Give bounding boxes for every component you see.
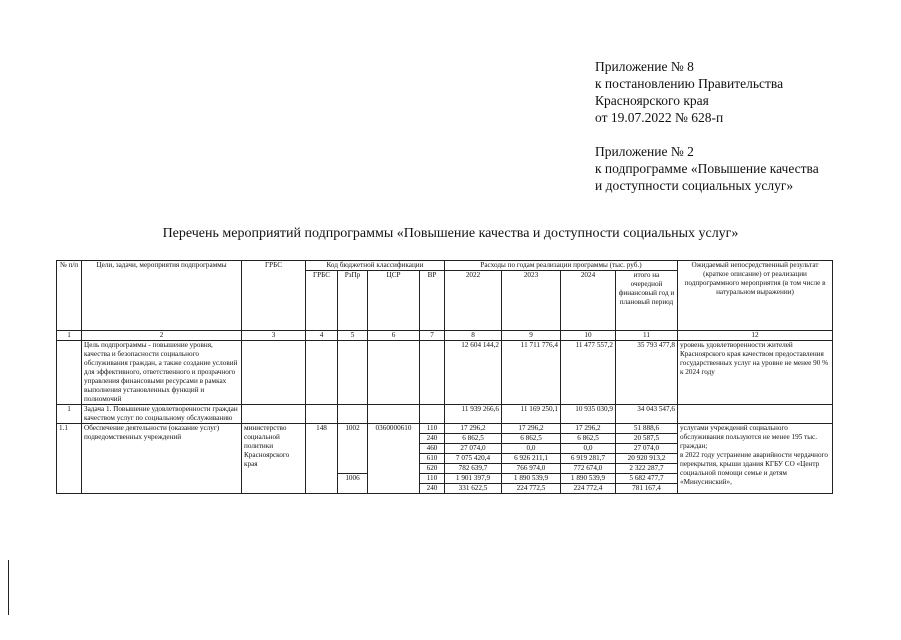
colnum: 1 xyxy=(57,331,82,341)
header-goals: Цели, задачи, мероприятия подпрограммы xyxy=(82,261,242,331)
goal-2022: 12 604 144,2 xyxy=(445,341,502,405)
value-cell: 6 919 281,7 xyxy=(561,454,616,464)
colnum: 7 xyxy=(420,331,445,341)
activity-code-grbs: 148 xyxy=(306,424,338,494)
colnum: 3 xyxy=(242,331,306,341)
header-expenses: Расходы по годам реализации программы (тыс. руб.) xyxy=(445,261,678,271)
vr-cell: 460 xyxy=(420,444,445,454)
header-2022: 2022 xyxy=(445,271,502,331)
vr-cell: 620 xyxy=(420,464,445,474)
header-code: Код бюджетной классификации xyxy=(306,261,445,271)
value-cell: 6 862,5 xyxy=(445,434,502,444)
header-2023: 2023 xyxy=(502,271,561,331)
header-grbs: ГРБС xyxy=(242,261,306,331)
colnum: 2 xyxy=(82,331,242,341)
activity-result: услугами учреждений социального обслуживания пользуются не менее 195 тыс. граждан; в 2022 году устранение аварийности чердачного перекрытия, крыши здания КГБУ СО «Центр социальной помощи семье и детям «Минусинский», xyxy=(678,424,833,494)
value-cell: 766 974,0 xyxy=(502,464,561,474)
value-cell: 1 901 397,9 xyxy=(445,474,502,484)
header-code-grbs: ГРБС xyxy=(306,271,338,331)
goal-2023: 11 711 776,4 xyxy=(502,341,561,405)
colnum: 8 xyxy=(445,331,502,341)
header-vr: ВР xyxy=(420,271,445,331)
header-line: Приложение № 2 xyxy=(595,144,694,159)
value-cell: 781 167,4 xyxy=(616,484,678,494)
header-line: от 19.07.2022 № 628-п xyxy=(595,110,724,125)
value-cell: 6 862,5 xyxy=(502,434,561,444)
value-cell: 782 639,7 xyxy=(445,464,502,474)
colnum: 6 xyxy=(368,331,420,341)
value-cell: 772 674,0 xyxy=(561,464,616,474)
task-num: 1 xyxy=(57,405,82,424)
value-cell: 27 074,0 xyxy=(445,444,502,454)
activity-row xyxy=(57,424,833,434)
activities-table-wrap xyxy=(56,260,833,494)
colnum: 12 xyxy=(678,331,833,341)
activity-text: Обеспечение деятельности (оказание услуг) подведомственных учреждений xyxy=(82,424,242,494)
vr-cell: 610 xyxy=(420,454,445,464)
task-2024: 10 935 030,9 xyxy=(561,405,616,424)
goal-2024: 11 477 557,2 xyxy=(561,341,616,405)
value-cell: 20 920 913,2 xyxy=(616,454,678,464)
activity-rzpr-b: 1006 xyxy=(338,474,368,494)
header-line: Красноярского края xyxy=(595,93,709,108)
value-cell: 17 296,2 xyxy=(445,424,502,434)
header-line: и доступности социальных услуг» xyxy=(595,178,794,193)
value-cell: 331 622,5 xyxy=(445,484,502,494)
value-cell: 2 322 287,7 xyxy=(616,464,678,474)
value-cell: 7 075 420,4 xyxy=(445,454,502,464)
colnum: 10 xyxy=(561,331,616,341)
task-2022: 11 939 266,6 xyxy=(445,405,502,424)
header-csr: ЦСР xyxy=(368,271,420,331)
goal-result: уровень удовлетворенности жителей Красноярского края качеством предоставления государственных услуг на уровне не менее 90 % к 2024 году xyxy=(678,341,833,405)
activity-num: 1.1 xyxy=(57,424,82,494)
goal-text: Цель подпрограммы - повышение уровня, качества и безопасности социального обслуживания граждан, а также создание условий для эффективного, ответственного и прозрачного управления финансовыми ресурсами в рамках выполнения установленных функций и полномочий xyxy=(82,341,242,405)
task-total: 34 043 547,6 xyxy=(616,405,678,424)
activities-table xyxy=(56,260,833,494)
colnum: 4 xyxy=(306,331,338,341)
value-cell: 5 682 477,7 xyxy=(616,474,678,484)
document-header xyxy=(595,58,819,194)
vr-cell: 240 xyxy=(420,434,445,444)
value-cell: 17 296,2 xyxy=(502,424,561,434)
header-total: итого на очередной финансовый год и плановый период xyxy=(616,271,678,331)
goal-total: 35 793 477,8 xyxy=(616,341,678,405)
header-line: Приложение № 8 xyxy=(595,59,694,74)
vr-cell: 110 xyxy=(420,474,445,484)
value-cell: 27 074,0 xyxy=(616,444,678,454)
header-result: Ожидаемый непосредственный результат (краткое описание) от реализации подпрограммного мероприятия (в том числе в натуральном выражении) xyxy=(678,261,833,331)
value-cell: 1 890 539,9 xyxy=(502,474,561,484)
document-title: Перечень мероприятий подпрограммы «Повышение качества и доступности социальных услуг» xyxy=(162,226,739,241)
value-cell: 20 587,5 xyxy=(616,434,678,444)
value-cell: 1 890 539,9 xyxy=(561,474,616,484)
scan-margin-line xyxy=(8,560,9,615)
header-2024: 2024 xyxy=(561,271,616,331)
value-cell: 224 772,4 xyxy=(561,484,616,494)
header-num: № п/п xyxy=(57,261,82,331)
value-cell: 6 862,5 xyxy=(561,434,616,444)
value-cell: 224 772,5 xyxy=(502,484,561,494)
value-cell: 0,0 xyxy=(561,444,616,454)
value-cell: 17 296,2 xyxy=(561,424,616,434)
activity-grbs: министерство социальной политики Красноярского края xyxy=(242,424,306,494)
task-text: Задача 1. Повышение удовлетворенности граждан качеством услуг по социальному обслуживанию xyxy=(82,405,242,424)
task-2023: 11 169 250,1 xyxy=(502,405,561,424)
activity-rzpr-a: 1002 xyxy=(338,424,368,474)
header-line: к постановлению Правительства xyxy=(595,76,784,91)
activity-csr: 0360000610 xyxy=(368,424,420,494)
vr-cell: 240 xyxy=(420,484,445,494)
colnum: 11 xyxy=(616,331,678,341)
value-cell: 51 888,6 xyxy=(616,424,678,434)
header-rzpr: РзПр xyxy=(338,271,368,331)
task-row xyxy=(57,405,833,424)
colnum: 5 xyxy=(338,331,368,341)
colnum: 9 xyxy=(502,331,561,341)
value-cell: 6 926 211,1 xyxy=(502,454,561,464)
header-line: к подпрограмме «Повышение качества xyxy=(595,161,819,176)
column-numbers-row xyxy=(57,331,833,341)
vr-cell: 110 xyxy=(420,424,445,434)
goal-row xyxy=(57,341,833,405)
value-cell: 0,0 xyxy=(502,444,561,454)
